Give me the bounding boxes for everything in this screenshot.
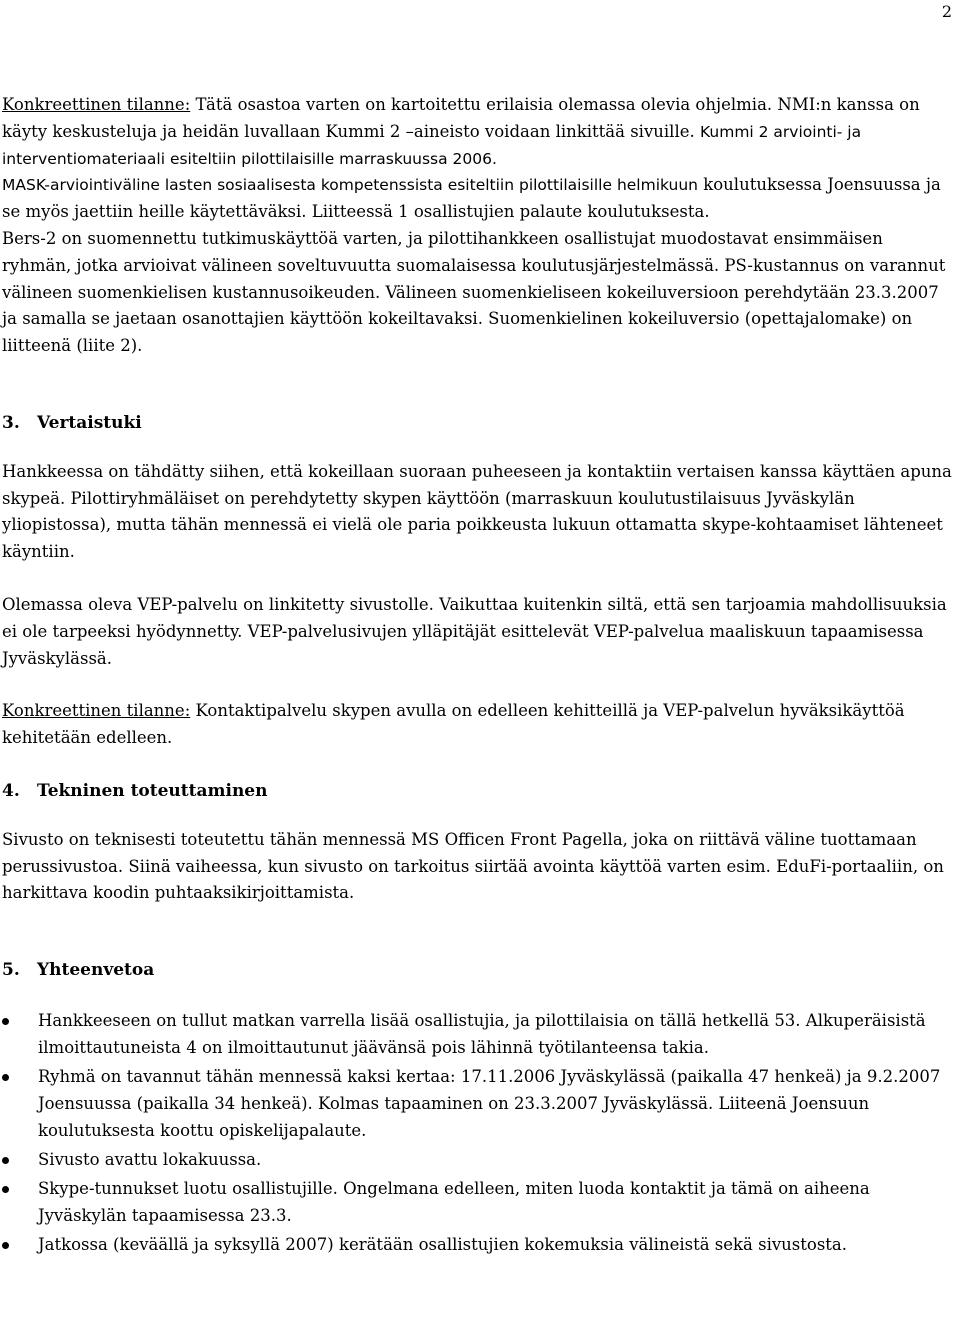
section-4-title: Tekninen toteuttaminen bbox=[37, 780, 268, 801]
page-number: 2 bbox=[941, 2, 952, 21]
heading-section-5 bbox=[2, 957, 952, 984]
text-mask-cont: koulutuksessa Joensuussa ja se myös jaettiin heille käytettäväksi. Liitteessä 1 osallistujien palaute koulutuksesta. bbox=[2, 175, 941, 222]
section-3-paragraph-3-text: Kontaktipalvelu skypen avulla on edelleen kehitteillä ja VEP-palvelun hyväksikäyttöä kehitetään edelleen. bbox=[2, 701, 905, 748]
heading-section-3 bbox=[2, 410, 952, 437]
list-item-text: Ryhmä on tavannut tähän mennessä kaksi kertaa: 17.11.2006 Jyväskylässä (paikalla 47 henkeä) ja 9.2.2007 Joensuussa (paikalla 34 henkeä). Kolmas tapaaminen on 23.3.2007 Jyväskylässä. Liiteenä Joensuun koulutuksesta koottu opiskelijapalaute. bbox=[38, 1067, 941, 1140]
document-body bbox=[2, 92, 952, 1259]
section-3-number: 3. bbox=[2, 412, 20, 433]
section-5-title: Yhteenvetoa bbox=[37, 960, 155, 981]
bullet-icon bbox=[2, 1157, 9, 1164]
list-item bbox=[2, 1064, 952, 1144]
text-bers: Bers-2 on suomennettu tutkimuskäyttöä varten, ja pilottihankkeen osallistujat muodostavat ensimmäisen ryhmän, jotka arvioivat välineen soveltuvuutta suomalaisessa koulutusjärjestelmässä. PS-kustannus on varannut välineen suomenkielisen kustannusoikeuden. Välineen suomenkieliseen kokeiluversioon perehdytään 23.3.2007 ja samalla se jaetaan osanottajien käyttöön kokeiltavaksi. Suomenkielinen kokeiluversio (opettajalomake) on liitteenä (liite 2). bbox=[2, 228, 946, 356]
section-3-paragraph-3 bbox=[2, 698, 952, 752]
bullet-icon bbox=[2, 1186, 9, 1193]
summary-list bbox=[2, 1008, 952, 1258]
section-3-paragraph-1: Hankkeessa on tähdätty siihen, että kokeillaan suoraan puheeseen ja kontaktiin vertaisen kanssa käyttäen apuna skypeä. Pilottiryhmäläiset on perehdytetty skypen käyttöön (marraskuun koulutustilaisuus Jyväskylän yliopistossa), mutta tähän mennessä ei vielä ole paria poikkeusta lukuun ottamatta skype-kohtaamiset lähteneet käyntiin. bbox=[2, 461, 952, 562]
label-current-situation: Konkreettinen tilanne: bbox=[2, 95, 191, 114]
section-4-paragraph-1: Sivusto on teknisesti toteutettu tähän mennessä MS Officen Front Pagella, joka on riittävä väline tuottamaan perussivustoa. Siinä vaiheessa, kun sivusto on tarkoitus siirtää avointa käyttöä varten esim. EduFi-portaaliin, on harkittava koodin puhtaaksikirjoittamista. bbox=[2, 829, 944, 903]
text-programs: Tätä osastoa varten on kartoitettu erilaisia olemassa olevia ohjelmia. NMI:n kanssa on käyty keskusteluja ja heidän luvallaan Kummi 2 –aineisto voidaan linkittää sivuille. bbox=[2, 95, 920, 141]
label-current-situation-2: Konkreettinen tilanne: bbox=[2, 701, 191, 721]
list-item bbox=[2, 1232, 952, 1259]
section-5-number: 5. bbox=[2, 960, 20, 981]
text-kummi: Kummi 2 arviointi- ja interventiomateriaali esiteltiin pilottilaisille marraskuussa 2006. bbox=[2, 122, 862, 168]
bullet-icon bbox=[2, 1242, 9, 1249]
list-item-text: Sivusto avattu lokakuussa. bbox=[38, 1149, 262, 1169]
bullet-icon bbox=[2, 1018, 9, 1025]
heading-section-4 bbox=[2, 778, 952, 805]
text-mask: MASK-arviointiväline lasten sosiaalisesta kompetenssista esiteltiin pilottilaisille helmikuun bbox=[2, 176, 698, 195]
list-item-text: Jatkossa (keväällä ja syksyllä 2007) kerätään osallistujien kokemuksia välineistä sekä sivustosta. bbox=[38, 1234, 848, 1254]
list-item bbox=[2, 1176, 952, 1230]
section-3-paragraph-2: Olemassa oleva VEP-palvelu on linkitetty sivustolle. Vaikuttaa kuitenkin siltä, että sen tarjoamia mahdollisuuksia ei ole tarpeeksi hyödynnetty. VEP-palvelusivujen ylläpitäjät esittelevät VEP-palvelua maaliskuun tapaamisessa Jyväskylässä. bbox=[2, 594, 947, 668]
section-3-title: Vertaistuki bbox=[37, 412, 142, 433]
list-item-text: Skype-tunnukset luotu osallistujille. Ongelmana edelleen, miten luoda kontaktit ja tämä on aiheena Jyväskylän tapaamisessa 23.3. bbox=[38, 1178, 870, 1225]
paragraph-current-situation bbox=[2, 92, 952, 360]
list-item bbox=[2, 1008, 952, 1062]
section-4-number: 4. bbox=[2, 780, 20, 801]
bullet-icon bbox=[2, 1074, 9, 1081]
list-item-text: Hankkeeseen on tullut matkan varrella lisää osallistujia, ja pilottilaisia on tällä hetkellä 53. Alkuperäisistä ilmoittautuneista 4 on ilmoittautunut jäävänsä pois lähinnä työtilanteensa takia. bbox=[38, 1011, 926, 1058]
list-item bbox=[2, 1147, 952, 1174]
